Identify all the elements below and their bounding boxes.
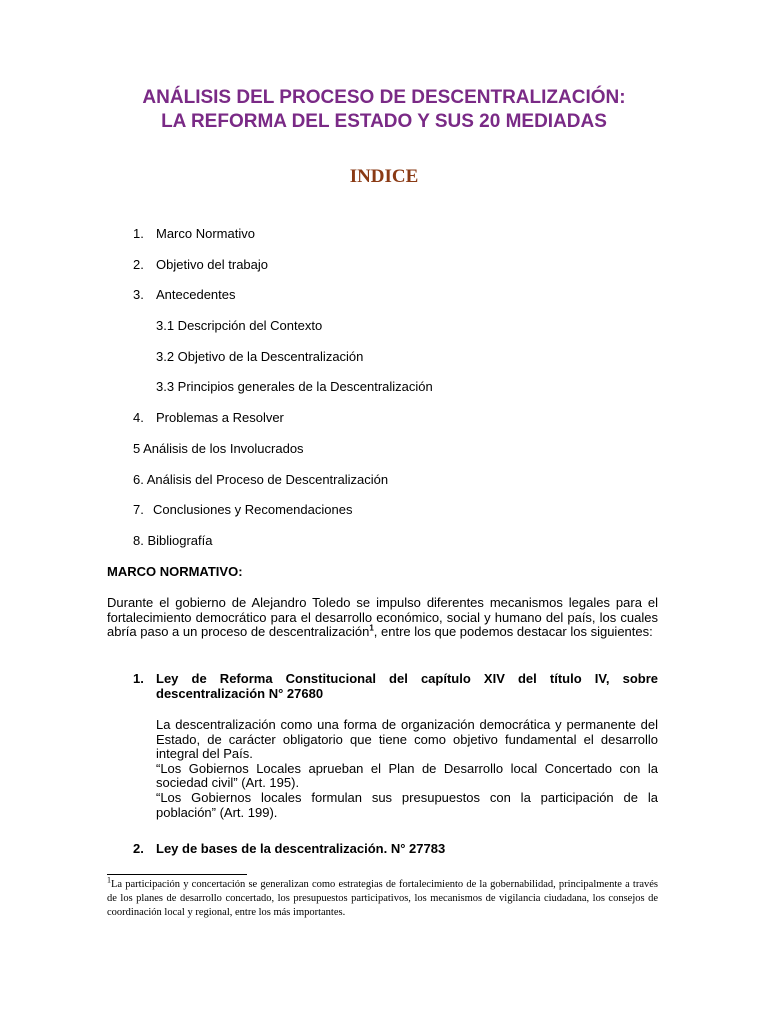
toc-item-number: 4. [133,410,144,425]
footnote-text: La participación y concertación se generalizan como estrategias de fortalecimiento de la gobernabilidad, principalmente a través de los planes de desarrollo concertado, los presupuestos participativos, los mecanismos de vigilancia ciudadana, los consejos de coordinación local y regional, entre los más importantes. [107,879,658,918]
toc-subitem [156,318,322,334]
toc-item-text: 6. Análisis del Proceso de Descentralización [133,472,389,487]
toc-item [133,257,268,273]
toc-item [133,441,304,457]
toc-item-number: 1. [133,226,144,241]
toc-item [133,533,213,549]
law-number: 1. [133,671,144,686]
document-title-line-1: ANÁLISIS DEL PROCESO DE DESCENTRALIZACIÓN: [142,87,626,108]
toc-item-text: 5 Análisis de los Involucrados [133,441,304,456]
footnote-separator [107,874,247,875]
toc-subitem [156,349,363,365]
law-paragraph: La descentralización como una forma de organización democrática y permanente del Estado, de carácter obligatorio que tiene como objetivo fundamental el desarrollo integral del País. [156,717,658,762]
intro-text-end: , entre los que podemos destacar los siguientes: [373,624,653,640]
law-paragraph: “Los Gobiernos Locales aprueban el Plan de Desarrollo local Concertado con la sociedad civil” (Art. 195). [156,760,658,791]
toc-item-text: 8. Bibliografía [133,533,213,548]
intro-paragraph [107,596,658,640]
law-paragraph: “Los Gobiernos locales formulan sus presupuestos con la participación de la población” (Art. 199). [156,789,658,820]
toc-item [133,472,388,488]
intro-text: Durante el gobierno de Alejandro Toledo se impulso diferentes mecanismos legales para el fortalecimiento democrático para el desarrollo económico, social y humano del país, los cuales abría paso a un proceso de descentralización [107,595,658,640]
toc-subitem [156,379,433,395]
law-title: Ley de Reforma Constitucional del capítulo XIV del título IV, sobre descentralización N° 27680 [156,671,658,701]
footnote [107,875,658,920]
toc-item [133,410,284,426]
toc-item-text: Objetivo del trabajo [156,257,269,272]
toc-item [133,287,236,303]
toc-item-text: Antecedentes [156,287,236,302]
toc-item-number: 7. [133,502,144,517]
law-body [156,718,658,820]
toc-item [133,226,255,242]
toc-item [133,502,352,518]
toc-item-text: Conclusiones y Recomendaciones [153,502,353,517]
toc-item-text: 3.1 Descripción del Contexto [156,318,323,333]
index-heading: INDICE [349,166,419,187]
law-number: 2. [133,841,144,856]
toc-item-number: 3. [133,287,144,302]
toc-item-text: 3.3 Principios generales de la Descentralización [156,379,433,394]
toc-item-text: Marco Normativo [156,226,255,241]
footnote-reference: 1 [369,623,374,633]
document-title-line-2: LA REFORMA DEL ESTADO Y SUS 20 MEDIADAS [161,111,607,132]
law-title: Ley de bases de la descentralización. N° 27783 [156,841,446,856]
toc-item-number: 2. [133,257,144,272]
toc-item-text: Problemas a Resolver [156,410,284,425]
section-heading: MARCO NORMATIVO: [107,564,243,579]
footnote-mark: 1 [107,875,111,885]
toc-item-text: 3.2 Objetivo de la Descentralización [156,349,364,364]
